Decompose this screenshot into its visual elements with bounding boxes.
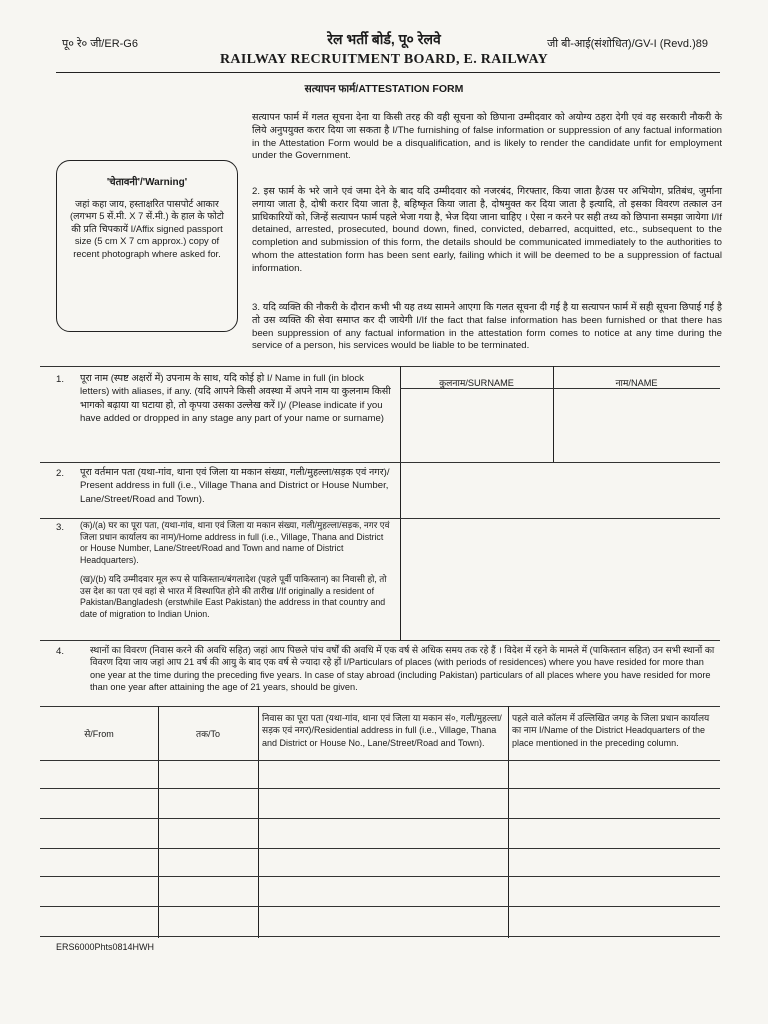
instruction-1: सत्यापन फार्म में गलत सूचना देना या किसी तरह की वही सूचना को छिपाना उम्मीदवार को अयोग्य ठहरा देगी एवं वह सरकारी नौकरी के लिये अनुपयुक्त करार दिया जा सकता है I/The furnishing of false information or suppression of any factual information in the Attestation Form would be a disqualification, and is likely to render the candidate unfit for employment under the Government. — [252, 112, 722, 162]
q3-number: 3. — [56, 522, 65, 533]
form-title: सत्यापन फार्म/ATTESTATION FORM — [304, 83, 464, 95]
name-field[interactable] — [554, 389, 719, 461]
address-column-cells[interactable] — [259, 761, 507, 935]
home-address-field[interactable] — [401, 519, 719, 639]
surname-header: कुलनाम/SURNAME — [439, 378, 514, 388]
header-rule — [56, 72, 720, 73]
table-top-rule — [40, 706, 720, 707]
q4-top-rule — [40, 640, 720, 641]
col-district-header: पहले वाले कॉलम में उल्लिखित जगह के जिला प्रधान कार्यालय का नाम I/Name of the District Headquarters of the place mentioned in the preceding column. — [512, 713, 710, 748]
q3b-label: (ख)/(b) यदि उम्मीदवार मूल रूप से पाकिस्तान/बंगलादेश (पहले पूर्वी पाकिस्तान) का निवासी हो, तो उस देश का पता एवं वहां से भारत में विस्थापित होने की तारीख I/If originally a resident of Pakistan/Bangladesh (erstwhile East Pakistan) the address in that country and date of migration to Indian Union. — [80, 574, 387, 619]
q1-number: 1. — [56, 374, 65, 385]
q3a-label: (क)/(a) घर का पूरा पता, (यथा-गांव, थाना एवं जिला या मकान संख्या, गली/मुहल्ला/सड़क, नगर एवं जिला प्रधान कार्यालय का नाम)/Home address in full (i.e., Village, Thana and District or House Number, Lane/Street/Road and Town and name of District Headquarters). — [80, 520, 390, 565]
instruction-3: 3. यदि व्यक्ति की नौकरी के दौरान कभी भी यह तथ्य सामने आएगा कि गलत सूचना दी गई है या सत्यापन फार्म में सही सूचना छिपाई गई है तो उस व्यक्ति की सेवा समाप्त कर दी जायेगी I/If the fact that false information has been furnished or that there has been suppression of any factual information in the attestation form comes to notice at any time during the service of a person, his services would be liable to be terminated. — [252, 302, 722, 352]
q1-label: पूरा नाम (स्पष्ट अक्षरों में) उपनाम के साथ, यदि कोई हो I/ Name in full (in block letters) with aliases, if any. (यदि आपने किसी अवस्था में अपने नाम या कुलनाम किसी भागको बढ़ाया या घटाया हो, तो कृपया उसका उल्लेख करें I)/ (Please indicate if you have added or dropped in any stage any part of your name or surname) — [80, 373, 391, 425]
form-code-right: जी बी-आई(संशोधित)/GV-I (Revd.)89 — [547, 38, 708, 50]
present-address-field[interactable] — [401, 463, 719, 517]
col-to-header: तक/To — [195, 729, 221, 739]
q4-number: 4. — [56, 646, 65, 657]
warning-text: जहां कहा जाय, हस्ताक्षरित पासपोर्ट आकार (लगभग 5 सें.मी. X 7 सें.मी.) के हाल के फोटो की प्रति चिपकायें I/Affix signed passport size (5 cm X 7 cm approx.) copy of recent photograph where asked for. — [69, 197, 224, 259]
name-header: नाम/NAME — [615, 378, 658, 388]
form-code-left: पू० रे० जी/ER-G6 — [62, 38, 138, 50]
q1-top-rule — [40, 366, 720, 367]
board-title: RAILWAY RECRUITMENT BOARD, E. RAILWAY — [220, 52, 548, 67]
surname-field[interactable] — [401, 389, 552, 461]
from-column-cells[interactable] — [41, 761, 157, 935]
q4-label: स्थानों का विवरण (निवास करने की अवधि सहित) जहां आप पिछले पांच वर्षों की अवधि में एक वर्ष से अधिक समय तक रहे हैं । विदेश में रहने के मामले में (पाकिस्तान सहित) उन सभी स्थानों का विवरण दिया जाय जहां आप 21 वर्ष की आयु के बाद एक वर्ष से ज्यादा रहे हों I/Particulars of places (with periods of residences) where you have resided for more than one year at the time during the preceding five years. In case of stay abroad (including Pakistan) particulars of all places where you have resided for more than one year after attaining the age of 21 years, should be given. — [90, 645, 715, 693]
print-code: ERS6000Phts0814HWH — [56, 942, 155, 952]
warning-title: 'चेतावनी'/'Warning' — [106, 177, 188, 188]
table-bottom-rule — [40, 936, 720, 937]
to-column-cells[interactable] — [159, 761, 257, 935]
col-from-header: से/From — [84, 729, 114, 739]
q2-number: 2. — [56, 468, 65, 479]
district-column-cells[interactable] — [509, 761, 719, 935]
instruction-2: 2. इस फार्म के भरे जाने एवं जमा देने के बाद यदि उम्मीदवार को नजरबंद, गिरफ्तार, किया जाता है/उस पर अभियोग, प्रतिबंध, जुर्माना लगाया जाता है, दोषी करार दिया जाता है, बहिष्कृत किया जाता है, दोषमुक्त कर दिया जाता है इत्यादि, तो इसका विवरण तत्काल उन प्राधिकारियों को, जिन्हें सत्यापन फार्म पहले भेजा गया है, भेज दिया जाना चाहिए । ऐसा न करने पर सही तथ्य को छिपाना समझा जायेगा I/If detained, arrested, prosecuted, bound down, fined, convicted, debarred, acquitted, etc., subsequent to the completion and submission of this form, the details should be communicated immediately to the authorities to whom the attestation form has been sent early, failing which it will be deemed to be a suppression of factual information. — [252, 186, 722, 274]
board-name-hindi: रेल भर्ती बोर्ड, पू० रेलवे — [327, 31, 441, 47]
warning-photo-box[interactable] — [56, 160, 238, 332]
col-address-header: निवास का पूरा पता (यथा-गांव, थाना एवं जिला या मकान सं०, गली/मुहल्ला/सड़क एवं नगर)/Residential address in full (i.e., Village, Thana and District or House No., Lane/Street/Road and Town). — [262, 713, 502, 748]
q2-label: पूरा वर्तमान पता (यथा-गांव, थाना एवं जिला या मकान संख्या, गली/मुहल्ला/सड़क एवं नगर)/ Present address in full (i.e., Village Thana and District or House Number, Lane/Street/Road and Town). — [80, 467, 390, 505]
